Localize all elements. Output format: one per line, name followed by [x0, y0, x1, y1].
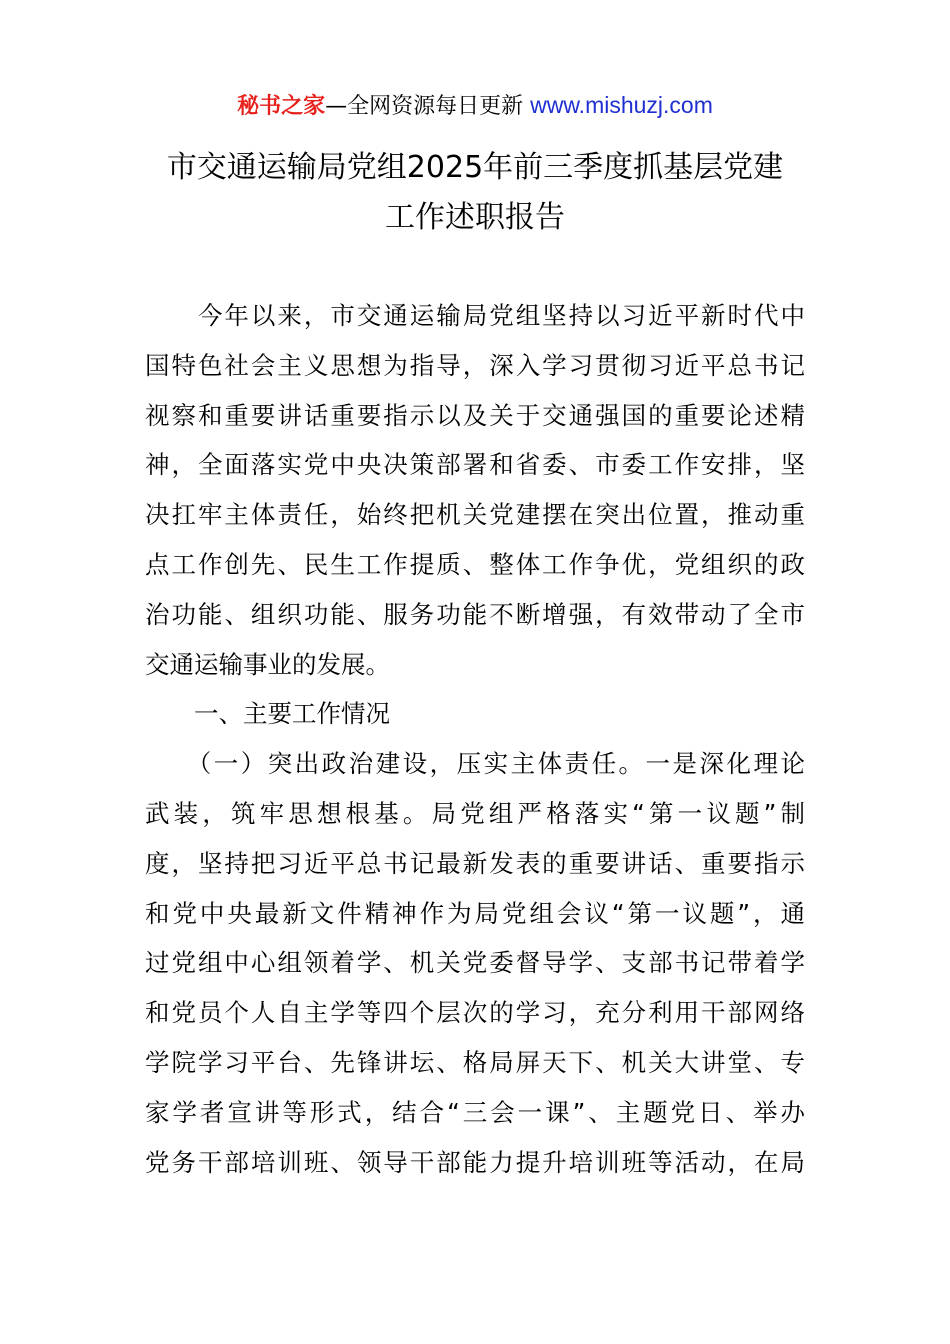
document-title: [0, 143, 950, 243]
body-line: 视察和重要讲话重要指示以及关于交通强国的重要论述精: [145, 400, 805, 430]
brand-name: 秘书之家: [237, 94, 326, 119]
title-line: 工作述职报告: [385, 200, 565, 235]
section-heading: 一、主要工作情况: [145, 699, 390, 729]
body-line: 治功能、组织功能、服务功能不断增强，有效带动了全市: [145, 599, 805, 629]
body-line: 今年以来，市交通运输局党组坚持以习近平新时代中: [145, 301, 805, 330]
body-line: 交通运输事业的发展。: [145, 649, 390, 679]
site-url-link[interactable]: www.mishuzj.com: [530, 92, 713, 118]
body-line: 国特色社会主义思想为指导，深入学习贯彻习近平总书记: [145, 350, 805, 380]
banner-slogan: —全网资源每日更新: [325, 94, 524, 119]
body-line: 点工作创先、民生工作提质、整体工作争优，党组织的政: [145, 549, 805, 579]
body-line: 过党组中心组领着学、机关党委督导学、支部书记带着学: [145, 948, 805, 978]
title-line: 市交通运输局党组2025年前三季度抓基层党建: [166, 150, 784, 185]
body-line: 和党中央最新文件精神作为局党组会议“第一议题”，通: [145, 898, 805, 928]
body-line: 和党员个人自主学等四个层次的学习，充分利用干部网络: [145, 998, 805, 1028]
body-line: 家学者宣讲等形式，结合“三会一课”、主题党日、举办: [145, 1097, 805, 1127]
document-body: [145, 291, 805, 1187]
body-line: 神，全面落实党中央决策部署和省委、市委工作安排，坚: [145, 450, 805, 480]
body-line: 度，坚持把习近平总书记最新发表的重要讲话、重要指示: [145, 848, 805, 878]
body-line: 学院学习平台、先锋讲坛、格局屏天下、机关大讲堂、专: [145, 1047, 805, 1077]
body-line: 党务干部培训班、领导干部能力提升培训班等活动，在局: [145, 1147, 805, 1177]
body-line: （一）突出政治建设，压实主体责任。一是深化理论: [145, 749, 805, 779]
body-line: 武装，筑牢思想根基。局党组严格落实“第一议题”制: [145, 798, 805, 828]
site-banner: [0, 88, 950, 124]
body-line: 决扛牢主体责任，始终把机关党建摆在突出位置，推动重: [145, 500, 805, 530]
